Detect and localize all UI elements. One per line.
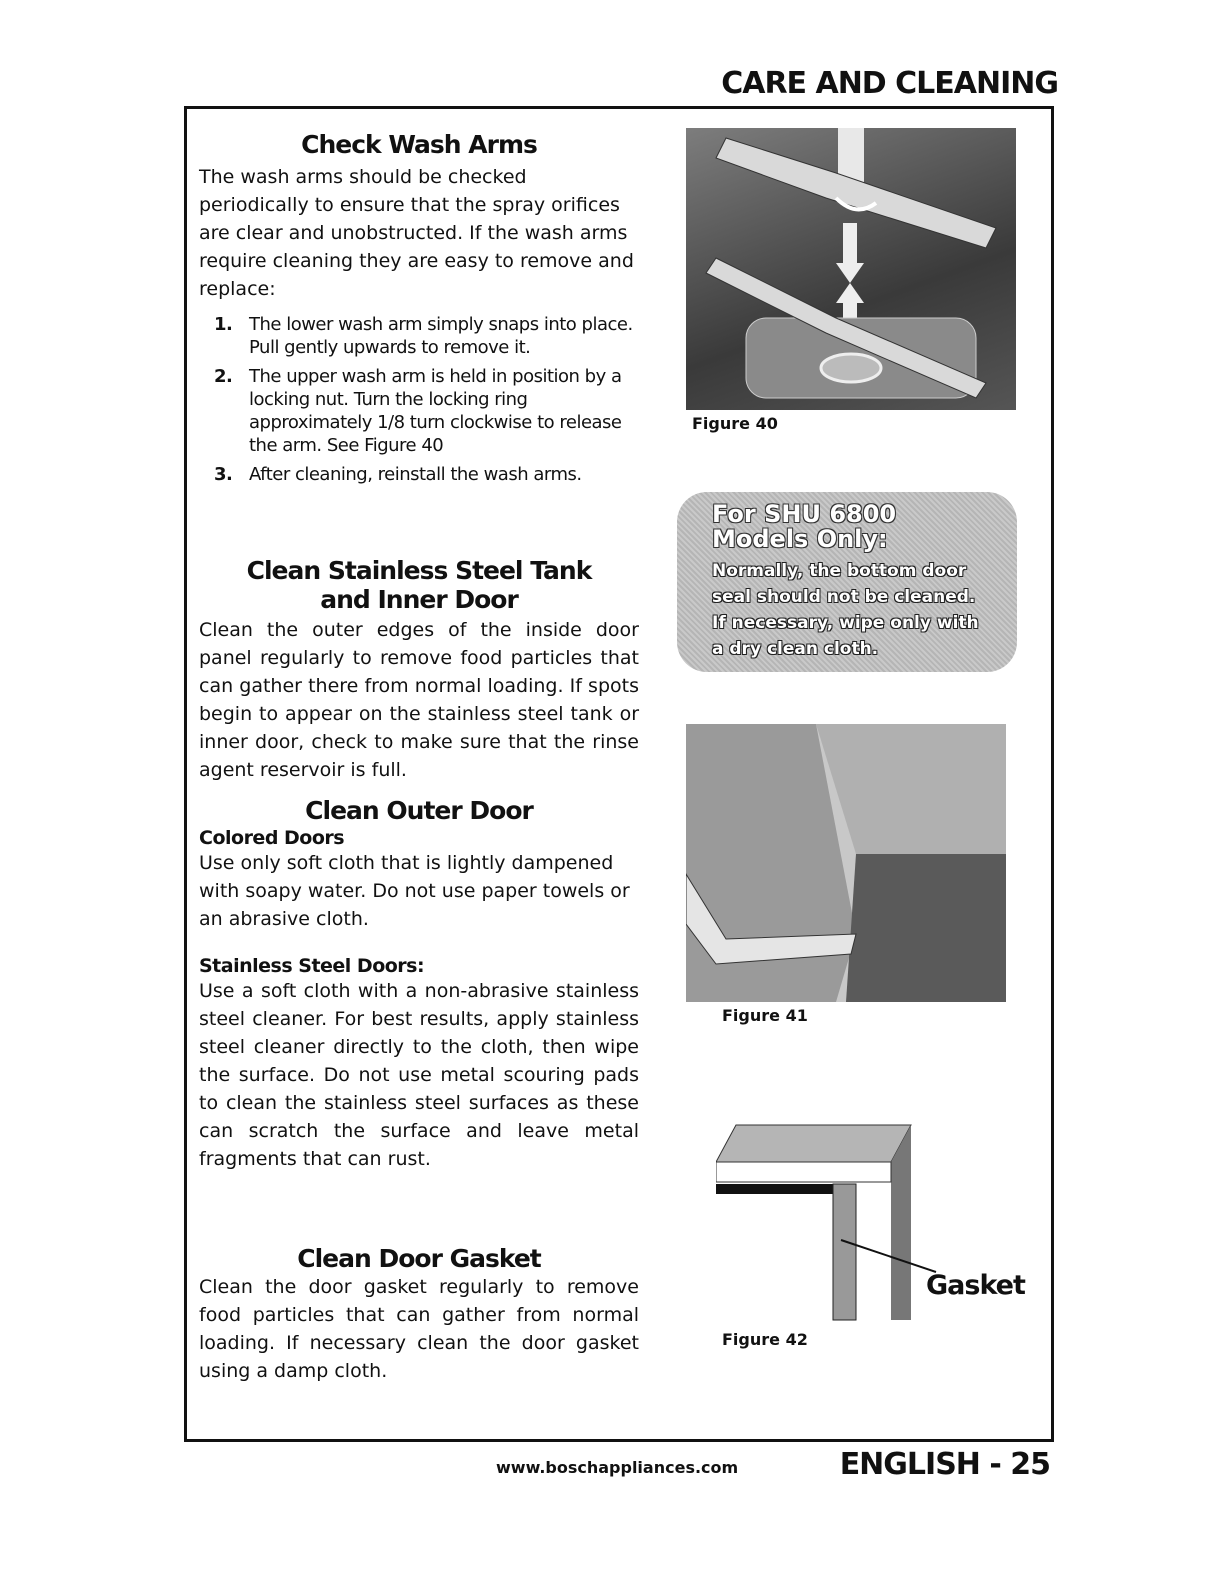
wash-arms-steps bbox=[199, 313, 639, 486]
arrow-down-head-shape bbox=[836, 263, 864, 283]
section-outer-door bbox=[199, 796, 639, 1173]
section-wash-arms bbox=[199, 130, 639, 492]
arrow-down-shape bbox=[843, 223, 857, 263]
note-title: For SHU 6800 Models Only: bbox=[712, 500, 897, 553]
step-text: The lower wash arm simply snaps into place. Pull gently upwards to remove it. bbox=[249, 314, 633, 358]
colored-doors-body: Use only soft cloth that is lightly dampened with soapy water. Do not use paper towels or an abrasive cloth. bbox=[199, 852, 630, 930]
footer-page-number: ENGLISH - 25 bbox=[839, 1447, 1050, 1482]
list-item bbox=[199, 365, 639, 457]
door-seal-illustration bbox=[686, 724, 1006, 1002]
counter-front-shape bbox=[716, 1162, 891, 1182]
figure-40-image bbox=[686, 128, 1016, 410]
wash-arms-illustration bbox=[686, 128, 1016, 410]
section-stainless-tank bbox=[199, 556, 639, 784]
gasket-label: Gasket bbox=[926, 1270, 1025, 1301]
wash-arms-intro: The wash arms should be checked periodically to ensure that the spray orifices are clear and unobstructed. If the wash arms require cleaning they are easy to remove and replace: bbox=[199, 166, 634, 300]
stainless-doors-heading: Stainless Steel Doors: bbox=[199, 955, 425, 977]
figure-40-caption: Figure 40 bbox=[692, 414, 778, 433]
footer-url: www.boschappliances.com bbox=[496, 1458, 739, 1477]
tank-wall-shape bbox=[816, 724, 1006, 854]
stainless-doors-body: Use a soft cloth with a non-abrasive stainless steel cleaner. For best results, apply stainless steel cleaner directly to the cloth, then wipe the surface. Do not use metal scouring pads to clean the stainless steel surfaces as these can scratch the surface and leave metal fragments that can rust. bbox=[199, 980, 639, 1170]
section-door-gasket bbox=[199, 1244, 639, 1385]
stainless-tank-body: Clean the outer edges of the inside door panel regularly to remove food particles that can gather there from normal loading. If spots begin to appear on the stainless steel tank or inner door, check to make sure that the rinse agent reservoir is full. bbox=[199, 619, 639, 781]
figure-41-caption: Figure 41 bbox=[722, 1006, 808, 1025]
stainless-tank-heading-line1: Clean Stainless Steel Tank bbox=[246, 556, 592, 585]
note-box-shu6800 bbox=[677, 492, 1017, 672]
colored-doors-heading: Colored Doors bbox=[199, 827, 345, 849]
list-item bbox=[199, 313, 639, 359]
list-item bbox=[199, 463, 639, 486]
wash-arms-heading: Check Wash Arms bbox=[301, 130, 537, 159]
step-text: After cleaning, reinstall the wash arms. bbox=[249, 464, 582, 485]
gasket-heading: Clean Door Gasket bbox=[297, 1244, 541, 1273]
gasket-body: Clean the door gasket regularly to remove food particles that can gather from normal loading. If necessary clean the door gasket using a damp cloth. bbox=[199, 1276, 639, 1382]
step-number: 2. bbox=[214, 366, 233, 387]
arrow-up-head-shape bbox=[836, 283, 864, 303]
page-section-title: CARE AND CLEANING bbox=[721, 66, 1058, 101]
counter-top-shape bbox=[716, 1125, 911, 1162]
locking-ring-shape bbox=[821, 354, 881, 382]
stainless-tank-heading-line2: and Inner Door bbox=[320, 585, 518, 614]
gasket-strip-shape bbox=[833, 1184, 856, 1320]
figure-42-caption: Figure 42 bbox=[722, 1330, 808, 1349]
note-body: Normally, the bottom door seal should not be cleaned. If necessary, wipe only with a dry clean cloth. bbox=[712, 561, 979, 659]
outer-door-heading: Clean Outer Door bbox=[305, 796, 533, 825]
step-number: 1. bbox=[214, 314, 233, 335]
step-text: The upper wash arm is held in position by a locking nut. Turn the locking ring approximately 1/8 turn clockwise to release the arm. See Figure 40 bbox=[249, 366, 622, 456]
figure-41-image bbox=[686, 724, 1006, 1002]
step-number: 3. bbox=[214, 464, 233, 485]
tank-floor-shape bbox=[846, 854, 1006, 1002]
